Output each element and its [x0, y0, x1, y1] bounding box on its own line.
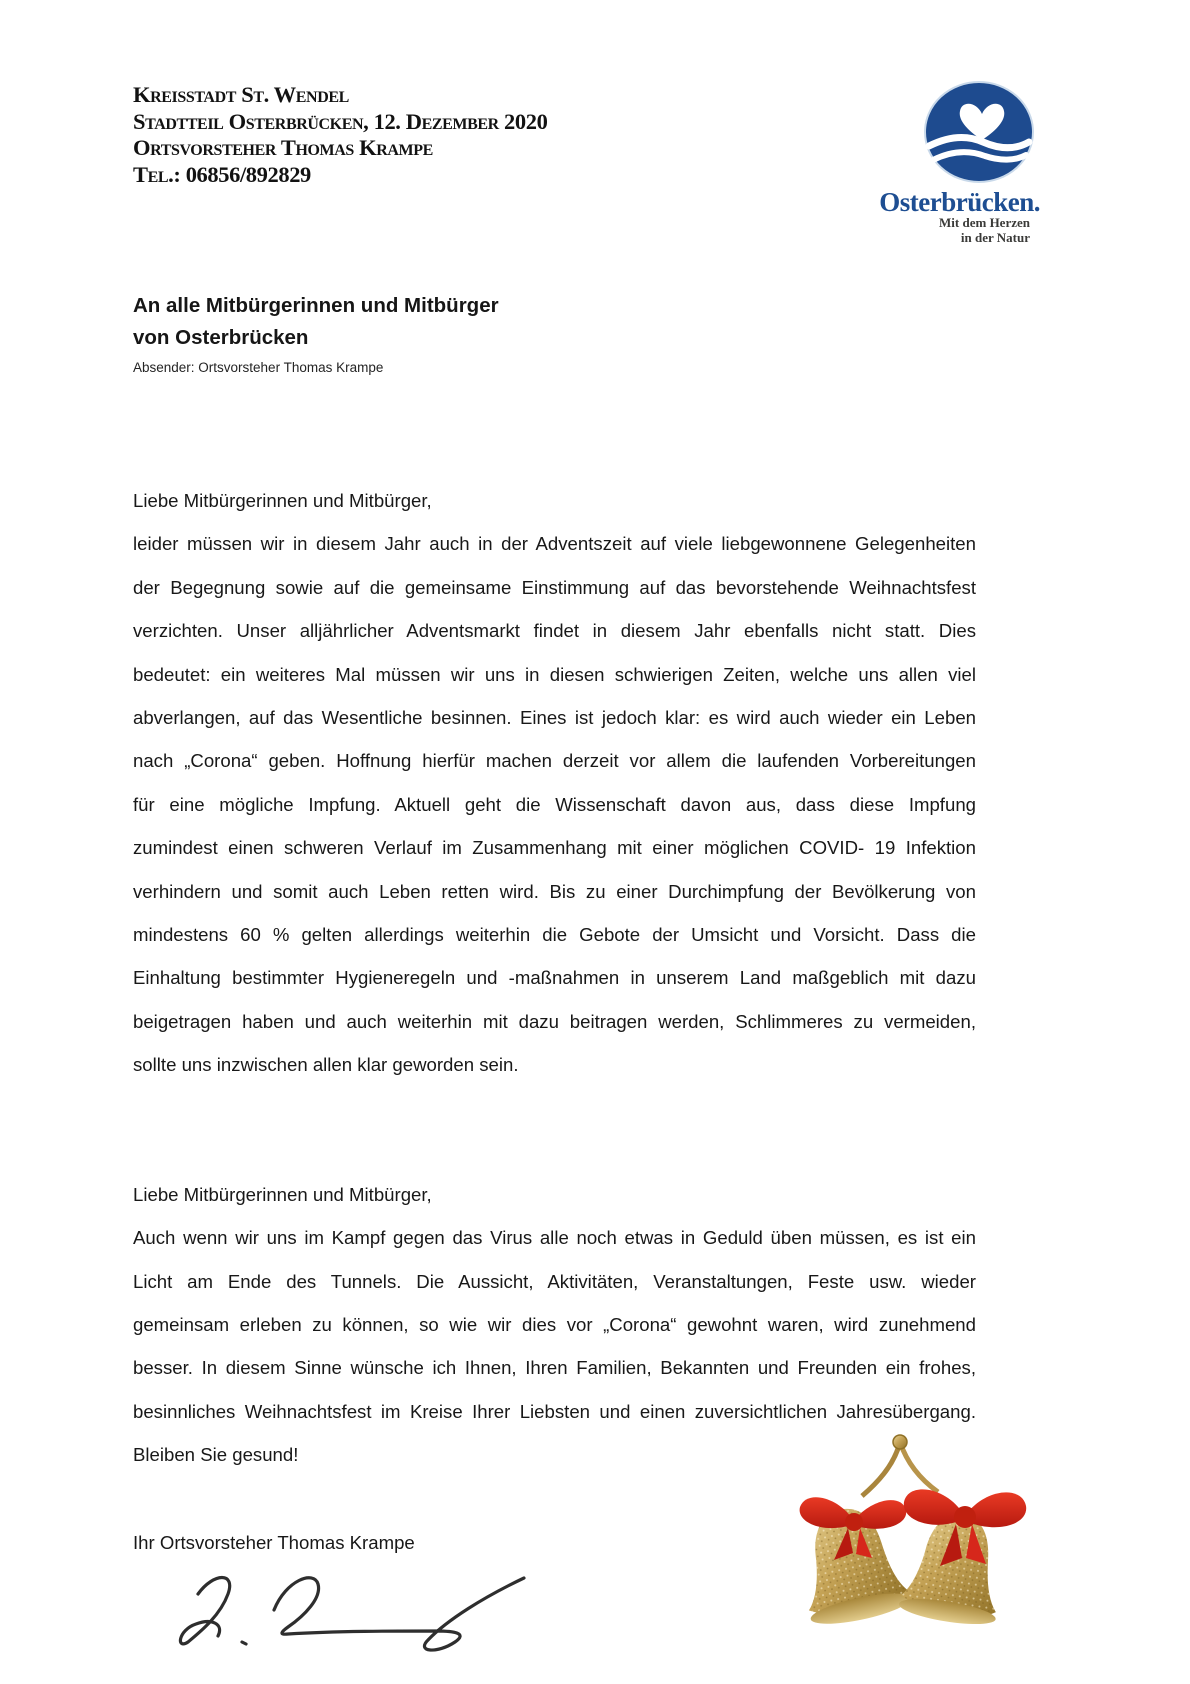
letterhead-sender: Ortsvorsteher Thomas Krampe: [133, 135, 433, 160]
paragraph-1: [133, 522, 976, 1086]
logo-tagline: [865, 216, 1040, 245]
salutation: Liebe Mitbürgerinnen und Mitbürger,: [133, 490, 432, 511]
body-text-line: Auch wenn wir uns im Kampf gegen das Virus alle noch etwas in Geduld üben müssen, es ist ein: [133, 1227, 976, 1249]
body-text-line: der Begegnung sowie auf die gemeinsame Einstimmung auf das bevorstehende Weihnachtsfest: [133, 576, 976, 598]
heart-wave-circle-icon: [923, 80, 1035, 184]
signoff-line: Ihr Ortsvorsteher Thomas Krampe: [133, 1531, 415, 1553]
closing-line: Bleiben Sie gesund!: [133, 1444, 299, 1466]
body-text-line: beigetragen haben und auch weiterhin mit dazu beitragen werden, Schlimmeres zu vermeiden,: [133, 1010, 976, 1032]
body-text-line: leider müssen wir in diesem Jahr auch in der Adventszeit auf viele liebgewonnene Gelegenheiten: [133, 533, 976, 555]
handwritten-signature: [136, 1564, 536, 1682]
body-text-line: Licht am Ende des Tunnels. Die Aussicht, Aktivitäten, Veranstaltungen, Feste usw. wieder: [133, 1270, 976, 1292]
body-text-line: nach „Corona“ geben. Hoffnung hierfür machen derzeit vor allem die laufenden Vorbereitungen: [133, 750, 976, 772]
body-text-line: besser. In diesem Sinne wünsche ich Ihnen, Ihren Familien, Bekannten und Freunden ein frohes,: [133, 1357, 976, 1379]
body-text-line: sollte uns inzwischen allen klar geworden sein.: [133, 1054, 519, 1076]
body-text-line: besinnliches Weihnachtsfest im Kreise Ihrer Liebsten und einen zuversichtlichen Jahresübergang.: [133, 1400, 976, 1422]
body-text-line: verzichten. Unser alljährlicher Adventsmarkt findet in diesem Jahr ebenfalls nicht statt. Dies: [133, 620, 976, 642]
letter-body: [133, 479, 976, 1564]
body-text-line: für eine mögliche Impfung. Aktuell geht die Wissenschaft davon aus, dass diese Impfung: [133, 793, 976, 815]
paragraph-2: [133, 1216, 976, 1433]
recipient-line1: An alle Mitbürgerinnen und Mitbürger: [133, 294, 499, 317]
body-text-line: verhindern und somit auch Leben retten wird. Bis zu einer Durchimpfung der Bevölkerung von: [133, 880, 976, 902]
logo-tagline-line2: in der Natur: [960, 229, 1030, 245]
recipient-line2: von Osterbrücken: [133, 326, 309, 349]
logo-wordmark: Osterbrücken.: [879, 187, 1040, 217]
body-text-line: bedeutet: ein weiteres Mal müssen wir uns in diesen schwierigen Zeiten, welche uns allen viel: [133, 663, 976, 685]
osterbruecken-logo: [865, 80, 1040, 245]
body-text-line: mindestens 60 % gelten allerdings weiterhin die Gebote der Umsicht und Vorsicht. Dass die: [133, 924, 976, 946]
letterhead-district-date: Stadtteil Osterbrücken, 12. Dezember 2020: [133, 108, 548, 134]
body-text-line: gemeinsam erleben zu können, so wie wir dies vor „Corona“ gewohnt waren, wird zunehmend: [133, 1313, 976, 1335]
recipient-block: [133, 290, 499, 377]
christmas-bells-image: [756, 1432, 1044, 1666]
body-text-line: Einhaltung bestimmter Hygieneregeln und -maßnahmen in unserem Land maßgeblich mit dazu: [133, 967, 976, 989]
letterhead-city: Kreisstadt St. Wendel: [133, 82, 349, 107]
body-text-line: zumindest einen schweren Verlauf im Zusammenhang mit einer möglichen COVID- 19 Infektion: [133, 837, 976, 859]
letterhead-phone: Tel.: 06856/892829: [133, 161, 311, 187]
logo-tagline-line1: Mit dem Herzen: [939, 215, 1030, 230]
salutation: Liebe Mitbürgerinnen und Mitbürger,: [133, 1183, 432, 1205]
body-text-line: abverlangen, auf das Wesentliche besinnen. Eines ist jedoch klar: es wird auch wieder ein Leben: [133, 707, 976, 729]
sender-note: Absender: Ortsvorsteher Thomas Krampe: [133, 360, 384, 375]
letterhead: [133, 82, 547, 188]
